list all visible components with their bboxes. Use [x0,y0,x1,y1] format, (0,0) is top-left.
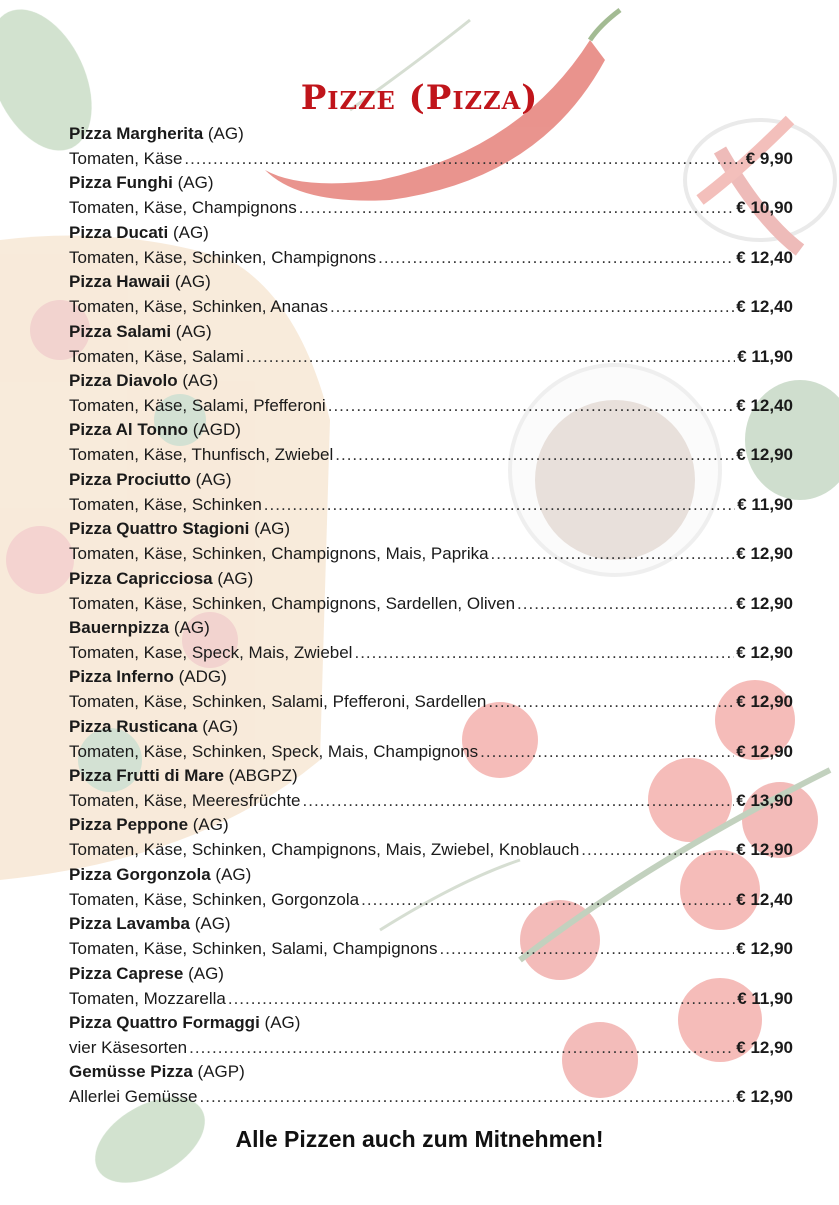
item-name-line [69,418,793,443]
item-description: Tomaten, Käse, Schinken [69,494,262,514]
item-name-line [69,863,793,888]
item-allergens: (ADG) [178,667,227,687]
item-detail-line [69,542,793,565]
item-allergens: (AG) [254,519,291,539]
item-name-line [69,1011,793,1036]
item-allergens: (AG) [217,568,254,588]
item-description: Tomaten, Käse, Schinken, Salami, Pfefferoni, Sardellen [69,692,487,712]
item-price: € 12,90 [736,741,793,761]
item-name-line [69,912,793,937]
menu-item [69,1011,793,1060]
takeaway-note: Alle Pizzen auch zum Mitnehmen! [235,1126,604,1152]
item-name: Pizza Peppone [69,815,189,835]
dot-leader [299,196,735,219]
item-description: Allerlei Gemüsse [69,1087,198,1107]
item-detail-line [69,987,793,1010]
item-allergens: (AG) [202,716,239,736]
item-price: € 12,90 [736,939,793,959]
item-description: Tomaten, Käse, Meeresfrüchte [69,791,301,811]
item-price: € 12,40 [736,247,793,267]
menu-item [69,270,793,319]
item-name: Pizza Al Tonno [69,420,188,440]
item-description: Tomaten, Mozzarella [69,988,226,1008]
item-description: Tomaten, Käse, Champignons [69,198,297,218]
item-name-line [69,369,793,394]
item-detail-line [69,937,793,960]
item-name: Gemüsse Pizza [69,1062,193,1082]
item-detail-line [69,789,793,812]
item-detail-line [69,592,793,615]
menu-item [69,1060,793,1109]
item-price: € 11,90 [737,494,793,514]
dot-leader [491,542,735,565]
menu-item [69,863,793,912]
dot-leader [200,1085,735,1108]
item-description: Tomaten, Käse, Schinken, Champignons, Mais, Zwiebel, Knoblauch [69,840,580,860]
item-name: Pizza Capricciosa [69,568,213,588]
item-name-line [69,764,793,789]
item-price: € 12,40 [736,889,793,909]
dot-leader [488,690,734,713]
menu-item [69,369,793,418]
item-name: Pizza Frutti di Mare [69,766,224,786]
item-allergens: (AG) [182,370,219,390]
item-name: Pizza Caprese [69,963,184,983]
item-allergens: (AG) [174,272,211,292]
item-detail-line [69,1085,793,1108]
item-name: Pizza Quattro Formaggi [69,1013,260,1033]
item-price: € 12,40 [736,297,793,317]
item-name-line [69,665,793,690]
item-name-line [69,122,793,147]
menu-item [69,171,793,220]
dot-leader [335,443,734,466]
item-name-line [69,813,793,838]
item-detail-line [69,147,793,170]
item-price: € 12,90 [736,544,793,564]
item-name: Bauernpizza [69,617,170,637]
item-name: Pizza Prociutto [69,469,191,489]
item-detail-line [69,394,793,417]
item-detail-line [69,246,793,269]
item-detail-line [69,493,793,516]
dot-leader [303,789,735,812]
item-description: Tomaten, Käse, Schinken, Ananas [69,297,328,317]
item-price: € 9,90 [745,149,793,168]
menu-item [69,813,793,862]
item-name: Pizza Funghi [69,173,173,193]
item-description: Tomaten, Kase, Speck, Mais, Zwiebel [69,642,353,662]
item-name-line [69,715,793,740]
dot-leader [330,295,734,318]
item-description: Tomaten, Käse, Schinken, Speck, Mais, Champignons [69,741,479,761]
item-allergens: (AG) [175,321,212,341]
item-price: € 12,90 [736,445,793,465]
item-allergens: (AG) [195,469,232,489]
item-price: € 12,90 [736,642,793,662]
item-name-line [69,962,793,987]
dot-leader [264,493,735,516]
item-allergens: (AG) [215,864,252,884]
item-name-line [69,468,793,493]
item-price: € 12,90 [736,1038,793,1058]
item-name-line [69,270,793,295]
menu-item [69,320,793,369]
item-name-line [69,517,793,542]
dot-leader [378,246,734,269]
item-detail-line [69,295,793,318]
item-detail-line [69,888,793,911]
item-name-line [69,1060,793,1085]
item-allergens: (AG) [264,1013,301,1033]
item-name: Pizza Margherita [69,124,204,143]
item-price: € 13,90 [736,791,793,811]
item-price: € 12,90 [736,593,793,613]
menu-item [69,221,793,270]
item-name: Pizza Gorgonzola [69,864,211,884]
menu-item [69,517,793,566]
item-description: Tomaten, Käse, Schinken, Gorgonzola [69,889,360,909]
menu-item [69,567,793,616]
item-description: Tomaten, Käse [69,149,183,168]
item-allergens: (AG) [177,173,214,193]
item-price: € 12,90 [736,840,793,860]
item-detail-line [69,690,793,713]
menu-item [69,616,793,665]
item-detail-line [69,443,793,466]
item-allergens: (ABGPZ) [228,766,298,786]
item-name: Pizza Rusticana [69,716,198,736]
menu-item [69,122,793,171]
item-name-line [69,567,793,592]
item-name-line [69,221,793,246]
item-allergens: (AG) [188,963,224,983]
item-name-line [69,171,793,196]
item-allergens: (AG) [194,914,231,934]
item-description: Tomaten, Käse, Schinken, Champignons, Sardellen, Oliven [69,593,516,613]
item-price: € 10,90 [736,198,793,218]
item-description: Tomaten, Käse, Salami, Pfefferoni [69,395,326,415]
dot-leader [354,641,734,664]
item-allergens: (AG) [173,617,210,637]
item-name: Pizza Inferno [69,667,174,687]
menu-item [69,418,793,467]
dot-leader [361,888,734,911]
menu-item [69,912,793,961]
dot-leader [328,394,735,417]
item-price: € 12,90 [736,1087,793,1107]
item-name: Pizza Lavamba [69,914,190,934]
item-detail-line [69,838,793,861]
dot-leader [189,1036,734,1059]
item-name: Pizza Quattro Stagioni [69,519,250,539]
dot-leader [228,987,735,1010]
dot-leader [184,147,743,170]
item-price: € 11,90 [737,988,793,1008]
menu-item [69,715,793,764]
item-detail-line [69,1036,793,1059]
item-allergens: (AGD) [192,420,241,440]
item-detail-line [69,345,793,368]
item-allergens: (AG) [172,222,209,242]
dot-leader [517,592,734,615]
item-description: Tomaten, Käse, Schinken, Champignons, Mais, Paprika [69,544,489,564]
item-detail-line [69,641,793,664]
menu-item [69,962,793,1011]
item-description: Tomaten, Käse, Schinken, Champignons [69,247,377,267]
item-name: Pizza Diavolo [69,370,178,390]
item-name: Pizza Salami [69,321,172,341]
dot-leader [440,937,735,960]
menu-title: Pizze (Pizza) [300,78,539,118]
menu-list [69,122,793,1110]
dot-leader [246,345,735,368]
menu-item [69,665,793,714]
dot-leader [581,838,734,861]
item-name-line [69,616,793,641]
item-allergens: (AG) [192,815,229,835]
dot-leader [480,740,734,763]
item-name: Pizza Hawaii [69,272,171,292]
item-detail-line [69,196,793,219]
item-description: Tomaten, Käse, Schinken, Salami, Champignons [69,939,438,959]
item-description: Tomaten, Käse, Salami [69,346,244,366]
item-price: € 11,90 [737,346,793,366]
item-description: vier Käsesorten [69,1038,188,1058]
menu-item [69,468,793,517]
item-name-line [69,320,793,345]
item-price: € 12,90 [736,692,793,712]
menu-item [69,764,793,813]
item-allergens: (AGP) [197,1062,245,1082]
item-allergens: (AG) [207,124,244,143]
item-detail-line [69,740,793,763]
item-name: Pizza Ducati [69,222,169,242]
item-description: Tomaten, Käse, Thunfisch, Zwiebel [69,445,334,465]
item-price: € 12,40 [736,395,793,415]
